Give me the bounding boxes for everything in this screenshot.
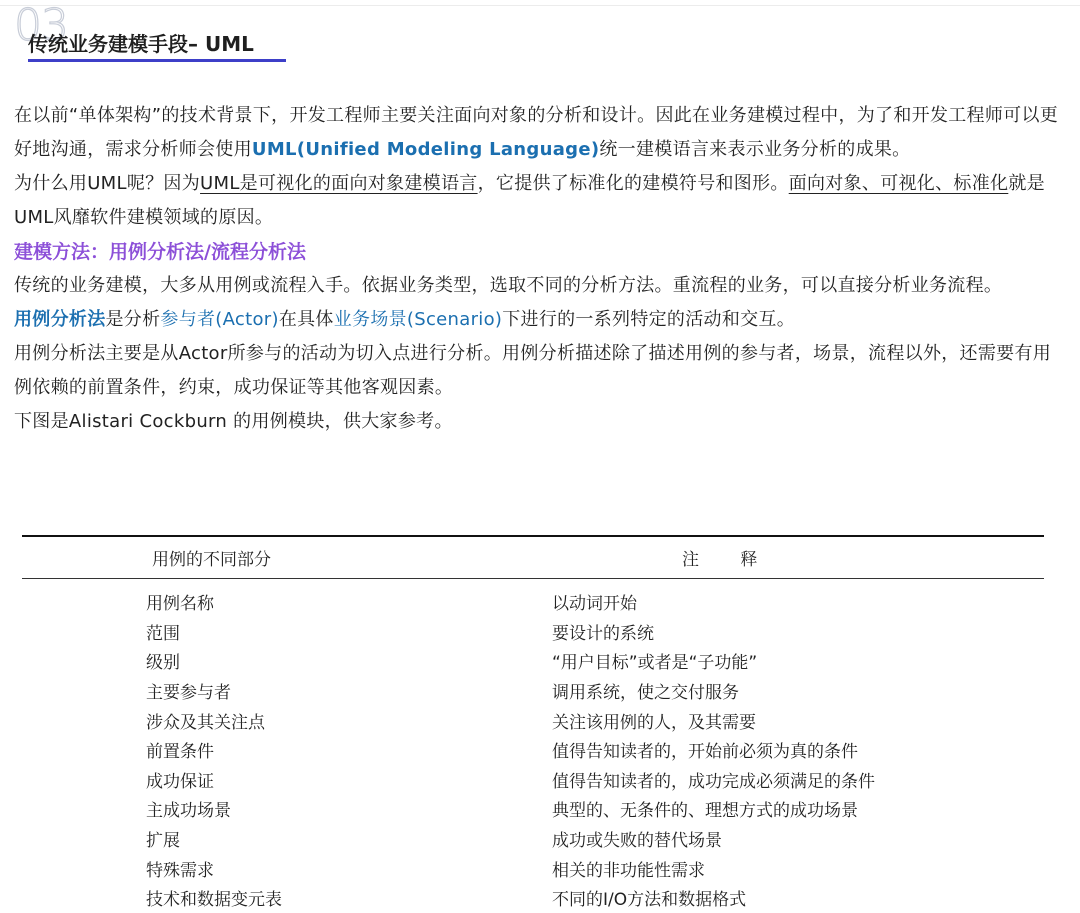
cell-part: 主成功场景 — [146, 801, 231, 822]
table-row — [22, 883, 1044, 913]
paragraph-intro — [14, 99, 1066, 167]
cell-note: 值得告知读者的，成功完成必须满足的条件 — [552, 771, 875, 792]
table-row — [22, 587, 1044, 617]
intro-text: 在以前“单体架构”的技术背景下，开发工程师主要关注面向对象的分析和设计。因此在业务建模过程中，为了和开发工程师可以更好地沟通，需求分析师会使用 — [14, 105, 1059, 160]
why-text: 为什么用UML呢？因为 — [14, 173, 201, 194]
header-part: 用例的不同部分 — [152, 550, 271, 570]
cell-part: 成功保证 — [146, 771, 214, 792]
table-row — [22, 853, 1044, 883]
underline-uml-traits: 面向对象、可视化、标准化 — [788, 173, 1009, 194]
intro-text-end: 统一建模语言来表示业务分析的成果。 — [599, 139, 911, 160]
table-header — [22, 537, 1044, 578]
cell-note: 相关的非功能性需求 — [552, 860, 705, 881]
method-heading: 建模方法：用例分析法/流程分析法 — [14, 241, 306, 263]
cell-note: 值得告知读者的，开始前必须为真的条件 — [552, 742, 858, 763]
cell-part: 前置条件 — [146, 742, 214, 763]
header-note: 注 释 — [682, 550, 776, 570]
def-text-mid: 在具体 — [278, 309, 334, 330]
underline-uml-definition: UML是可视化的面向对象建模语言 — [200, 173, 478, 194]
why-text-end: 就是UML风靡软件建模领域的原因。 — [14, 173, 1045, 228]
why-text-mid: ，它提供了标准化的建模符号和图形。 — [477, 173, 789, 194]
cell-part: 用例名称 — [146, 594, 214, 615]
cell-note: 关注该用例的人，及其需要 — [552, 712, 756, 733]
paragraph-use-case-detail: 用例分析法主要是从Actor所参与的活动为切入点进行分析。用例分析描述除了描述用例的参与者，场景，流程以外，还需要有用例依赖的前置条件，约束，成功保证等其他客观因素。 — [14, 343, 1052, 398]
table-row — [22, 617, 1044, 647]
use-case-term: 用例分析法 — [14, 309, 106, 330]
cell-part: 主要参与者 — [146, 683, 231, 704]
title-underline — [28, 59, 286, 62]
cell-note: 不同的I/O方法和数据格式 — [552, 890, 747, 911]
def-text-end: 下进行的一系列特定的活动和交互。 — [502, 309, 796, 330]
top-divider — [0, 5, 1080, 6]
cell-note: 调用系统，使之交付服务 — [552, 683, 739, 704]
cell-part: 特殊需求 — [146, 860, 214, 881]
section-title: 传统业务建模手段– UML — [28, 32, 254, 56]
section-number: 03 — [14, 0, 68, 51]
table-row — [22, 676, 1044, 706]
cell-note: “用户目标”或者是“子功能” — [552, 653, 758, 674]
uml-highlight: UML(Unified Modeling Language) — [251, 139, 600, 160]
cell-note: 要设计的系统 — [552, 623, 654, 644]
cell-part: 级别 — [146, 653, 180, 674]
actor-term: 参与者(Actor) — [160, 309, 279, 330]
table-row — [22, 735, 1044, 765]
paragraph-figure-intro: 下图是Alistari Cockburn 的用例模块，供大家参考。 — [14, 411, 453, 432]
cell-part: 技术和数据变元表 — [146, 890, 282, 911]
table-row — [22, 765, 1044, 795]
cell-part: 扩展 — [146, 831, 180, 852]
paragraph-why-uml — [14, 167, 1066, 235]
paragraph-use-case-definition — [14, 303, 1066, 337]
cell-part: 范围 — [146, 623, 180, 644]
cell-part: 涉众及其关注点 — [146, 712, 265, 733]
def-text: 是分析 — [105, 309, 161, 330]
table-row — [22, 705, 1044, 735]
cell-note: 典型的、无条件的、理想方式的成功场景 — [552, 801, 858, 822]
table-body — [22, 579, 1044, 913]
use-case-table — [22, 535, 1044, 913]
cell-note: 以动词开始 — [552, 594, 637, 615]
table-row — [22, 824, 1044, 854]
table-row — [22, 794, 1044, 824]
paragraph-traditional: 传统的业务建模，大多从用例或流程入手。依据业务类型，选取不同的分析方法。重流程的业务，可以直接分析业务流程。 — [14, 275, 1003, 296]
article-body — [14, 99, 1066, 439]
cell-note: 成功或失败的替代场景 — [552, 831, 722, 852]
scenario-term: 业务场景(Scenario) — [333, 309, 503, 330]
table-row — [22, 646, 1044, 676]
